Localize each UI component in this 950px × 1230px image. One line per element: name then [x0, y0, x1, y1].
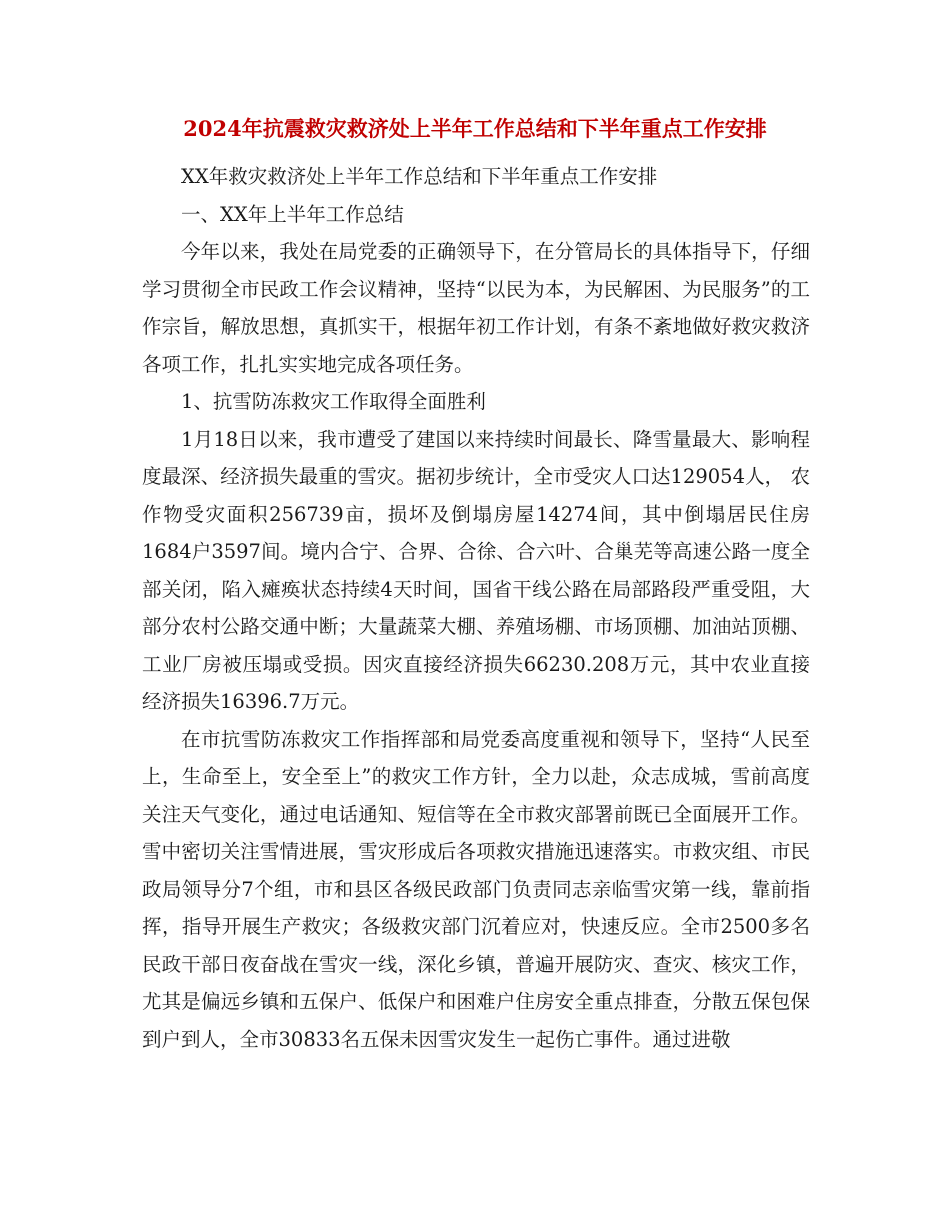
body-paragraph: 今年以来，我处在局党委的正确领导下，在分管局长的具体指导下，仔细学习贯彻全市民政工作会议精神，坚持“以民为本，为民解困、为民服务”的工作宗旨，解放思想，真抓实干，根据年初工作计划，有条不紊地做好救灾救济各项工作，扎扎实实地完成各项任务。 [142, 240, 810, 376]
body-paragraph: 1月18日以来，我市遭受了建国以来持续时间最长、降雪量最大、影响程度最深、经济损失最重的雪灾。据初步统计，全市受灾人口达129054人， 农作物受灾面积256739亩，损坏及倒塌房屋14274间，其中倒塌居民住房1684户3597间。境内合宁、合界、合徐、合六叶、合巢芜等高速公路一度全部关闭，陷入瘫痪状态持续4天时间，国省干线公路在局部路段严重受阻，大部分农村公路交通中断；大量蔬菜大棚、养殖场棚、市场顶棚、加油站顶棚、工业厂房被压塌或受损。因灾直接经济损失66230.208万元，其中农业直接经济损失16396.7万元。 [142, 427, 810, 713]
body-paragraph: 在市抗雪防冻救灾工作指挥部和局党委高度重视和领导下，坚持“人民至上，生命至上，安全至上”的救灾工作方针，全力以赴，众志成城，雪前高度关注天气变化，通过电话通知、短信等在全市救灾部署前既已全面展开工作。雪中密切关注雪情进展，雪灾形成后各项救灾措施迅速落实。市救灾组、市民政局领导分7个组，市和县区各级民政部门负责同志亲临雪灾第一线，靠前指挥，指导开展生产救灾；各级救灾部门沉着应对，快速反应。全市2500多名民政干部日夜奋战在雪灾一线，深化乡镇，普遍开展防灾、查灾、核灾工作，尤其是偏远乡镇和五保户、低保户和困难户住房安全重点排查，分散五保包保到户到人，全市30833名五保未因雪灾发生一起伤亡事件。通过进敬 [142, 727, 810, 1051]
document-title: 2024年抗震救灾救济处上半年工作总结和下半年重点工作安排 [183, 116, 767, 141]
section-heading: 一、XX年上半年工作总结 [181, 202, 404, 226]
subsection-heading: 1、抗雪防冻救灾工作取得全面胜利 [181, 390, 486, 413]
document-body [142, 158, 810, 1058]
subtitle-paragraph: XX年救灾救济处上半年工作总结和下半年重点工作安排 [181, 165, 658, 188]
